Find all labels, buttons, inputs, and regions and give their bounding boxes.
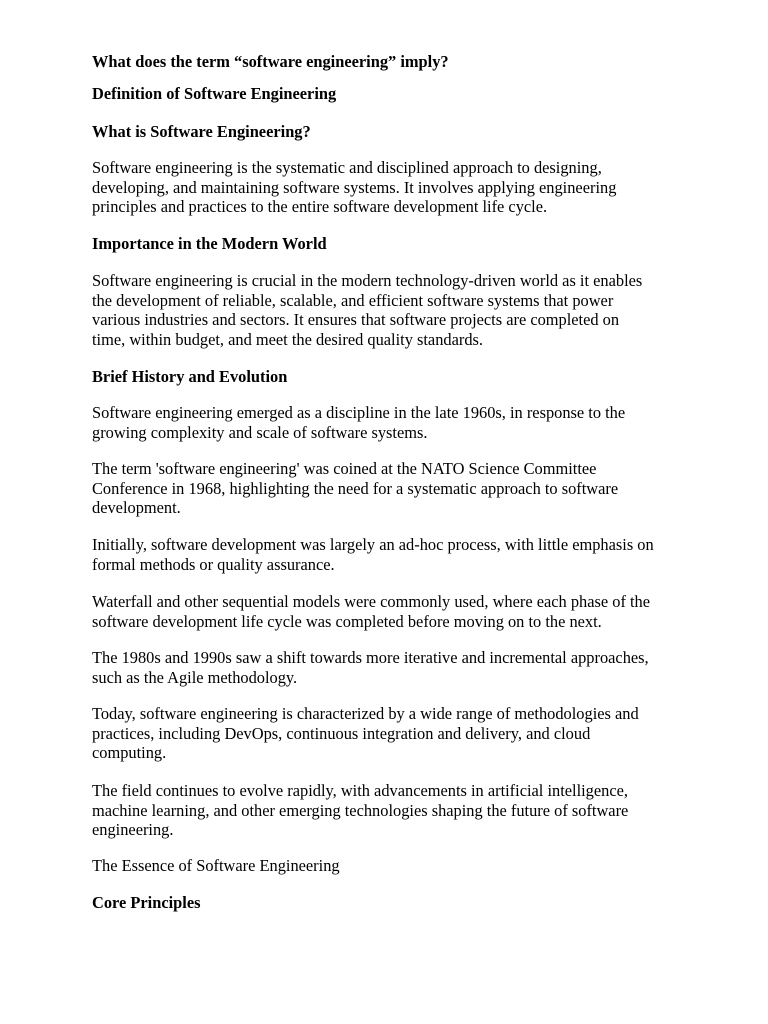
text-line: The Essence of Software Engineering — [92, 856, 340, 875]
text-line: developing, and maintaining software systems. It involves applying engineering — [92, 177, 617, 197]
text-line: engineering. — [92, 820, 174, 840]
paragraph — [92, 781, 628, 840]
text-line: The term 'software engineering' was coined at the NATO Science Committee — [92, 459, 597, 478]
paragraph — [92, 403, 625, 442]
text-line: Software engineering is the systematic and disciplined approach to designing, — [92, 158, 602, 177]
section-heading — [92, 122, 311, 142]
text-line: Software engineering emerged as a discipline in the late 1960s, in response to the — [92, 403, 626, 422]
text-line: Definition of Software Engineering — [92, 84, 337, 103]
text-line: growing complexity and scale of software systems. — [92, 422, 428, 442]
text-line: time, within budget, and meet the desired quality standards. — [92, 329, 484, 349]
text-line: The field continues to evolve rapidly, with advancements in artificial intelligence, — [92, 781, 629, 800]
section-heading — [92, 367, 287, 387]
paragraph — [92, 592, 650, 631]
section-heading — [92, 234, 327, 254]
text-line: Today, software engineering is characterized by a wide range of methodologies and — [92, 704, 639, 723]
text-line: Brief History and Evolution — [92, 367, 288, 386]
text-line: development. — [92, 498, 181, 518]
paragraph — [92, 704, 639, 763]
text-line: What is Software Engineering? — [92, 122, 311, 141]
text-line: practices, including DevOps, continuous integration and delivery, and cloud — [92, 723, 591, 743]
paragraph — [92, 158, 616, 217]
paragraph — [92, 271, 642, 349]
section-heading — [92, 893, 201, 913]
section-heading — [92, 84, 336, 104]
text-line: Initially, software development was largely an ad-hoc process, with little emphasis on — [92, 535, 654, 554]
section-heading — [92, 52, 449, 72]
text-line: principles and practices to the entire software development life cycle. — [92, 197, 548, 217]
paragraph — [92, 648, 649, 687]
text-line: Waterfall and other sequential models were commonly used, where each phase of the — [92, 592, 651, 611]
text-line: software development life cycle was completed before moving on to the next. — [92, 611, 602, 631]
text-line: Conference in 1968, highlighting the need for a systematic approach to software — [92, 478, 619, 498]
text-line: machine learning, and other emerging technologies shaping the future of software — [92, 800, 629, 820]
text-line: computing. — [92, 743, 167, 763]
text-line: What does the term “software engineering” imply? — [92, 52, 449, 71]
text-line: the development of reliable, scalable, and efficient software systems that power — [92, 290, 614, 310]
text-line: Core Principles — [92, 893, 201, 912]
text-line: Software engineering is crucial in the modern technology-driven world as it enables — [92, 271, 643, 290]
text-line: The 1980s and 1990s saw a shift towards more iterative and incremental approaches, — [92, 648, 649, 667]
text-line: various industries and sectors. It ensures that software projects are completed on — [92, 310, 620, 330]
paragraph — [92, 856, 340, 876]
paragraph — [92, 459, 618, 518]
paragraph — [92, 535, 654, 574]
text-line: formal methods or quality assurance. — [92, 554, 335, 574]
text-line: Importance in the Modern World — [92, 234, 327, 253]
text-line: such as the Agile methodology. — [92, 667, 298, 687]
